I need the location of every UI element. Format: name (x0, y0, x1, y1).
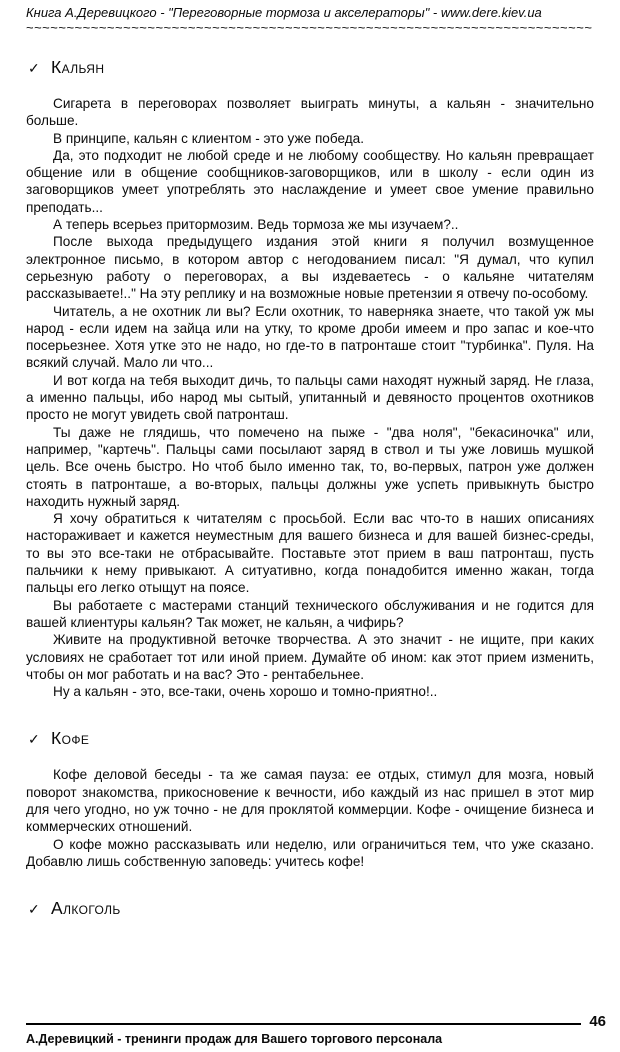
section-title: Кальян (51, 57, 105, 77)
paragraph: А теперь всерьез притормозим. Ведь тормоза же мы изучаем?.. (53, 217, 459, 233)
section (26, 57, 594, 700)
paragraph: Я хочу обратиться к читателям с просьбой. Если вас что-то в наших описаниях настораживает и кажется неуместным для вашего бизнеса и для вашей бизнес-среды, то вы это все-таки не отбрасывайте. Поставьте этот прием в ваш патронташ, пусть пальчики к нему привыкают. А ситуативно, когда понадобится именно жакан, тогда пальцы его легко отыщут на поясе. (26, 511, 594, 596)
page-number: 46 (589, 1013, 606, 1030)
paragraph: Ты даже не глядишь, что помечено на пыже - "два ноля", "бекасиночка" или, например, "картечь". Пальцы сами посылают заряд в ствол и ты уже ловишь мушкой цель. Все очень быстро. Но чтоб было именно так, то, во-первых, патрон уже должен стоять в патронташе, а во-вторых, пальцы должны уже успеть привыкнуть быстро находить нужный заряд. (26, 424, 594, 509)
section (26, 898, 594, 919)
sections (26, 57, 594, 919)
paragraph: Сигарета в переговорах позволяет выиграть минуты, а кальян - значительно больше. (26, 96, 594, 129)
section-heading (28, 898, 594, 919)
footer-line-row (26, 1013, 606, 1030)
paragraph: Живите на продуктивной веточке творчества. А это значит - не ищите, при каких условиях не сработает тот или иной прием. Думайте об ином: как этот прием изменить, чтобы он мог работать и на вас? Это - рентабельнее. (26, 632, 594, 682)
page-footer (26, 1013, 606, 1046)
section-heading (28, 57, 594, 78)
paragraph: И вот когда на тебя выходит дичь, то пальцы сами находят нужный заряд. Не глаза, а именно пальцы, ибо народ мы сытый, упитанный и девяносто процентов охотников просто не могут увидеть свой патронташ. (26, 372, 594, 423)
paragraph: Читатель, а не охотник ли вы? Если охотник, то наверняка знаете, что такой уж мы народ - если идем на зайца или на утку, то кроме дроби имеем и про запас и кое-что посерьезнее. Хотя утке это не надо, но где-то в патронташе стоит "турбинка". Пуля. На всякий случай. Мало ли что... (26, 303, 594, 371)
paragraph: После выхода предыдущего издания этой книги я получил возмущенное электронное письмо, в котором автор с негодованием писал: "Я думал, что купил серьезную работу о переговорах, а вы издеваетесь - о кальяне читателям рассказываете!.." На эту реплику и на возможные новые претензии я отвечу по-особому. (26, 234, 594, 302)
check-icon: ✓ (28, 60, 40, 76)
section-heading (28, 728, 594, 749)
paragraph: О кофе можно рассказывать или неделю, или ограничиться тем, что уже сказано. Добавлю лишь собственную заповедь: учитесь кофе! (26, 836, 594, 869)
footer-credit: А.Деревицкий - тренинги продаж для Вашего торгового персонала (26, 1032, 443, 1046)
paragraph: Ну а кальян - это, все-таки, очень хорошо и томно-приятно!.. (53, 684, 438, 700)
section-title: Кофе (51, 728, 90, 749)
section-title: Алкоголь (51, 898, 121, 919)
header-book-title: Книга А.Деревицкого - "Переговорные тормоза и акселераторы" - www.dere.kiev.ua (26, 5, 542, 20)
check-icon: ✓ (28, 731, 40, 748)
section (26, 728, 594, 870)
paragraph: Вы работаете с мастерами станций технического обслуживания и не годится для вашей клиентуры кальян? Так может, не кальян, а чифирь? (26, 597, 594, 630)
paragraph: В принципе, кальян с клиентом - это уже победа. (53, 130, 365, 146)
paragraph: Кофе деловой беседы - та же самая пауза: ее отдых, стимул для мозга, новый поворот знакомства, прикосновение к вечности, ибо каждый из нас пришел в этот мир для чего угодно, но уж точно - не для проклятой коммерции. Кофе - очищение бизнеса и коммерческих отношений. (26, 767, 594, 835)
check-icon: ✓ (28, 901, 40, 918)
header-divider: ~~~~~~~~~~~~~~~~~~~~~~~~~~~~~~~~~~~~~~~~~~~~~~~~~~~~~~~~~~~~~~~~~~~~~~ (26, 20, 593, 35)
footer-rule (26, 1023, 581, 1025)
paragraph: Да, это подходит не любой среде и не любому сообществу. Но кальян превращает общение или в общение сообщников-заговорщиков, или в школу - если один из заговорщиков умеет употреблять это наслаждение и умеет свое умение правильно преподать... (26, 147, 594, 215)
